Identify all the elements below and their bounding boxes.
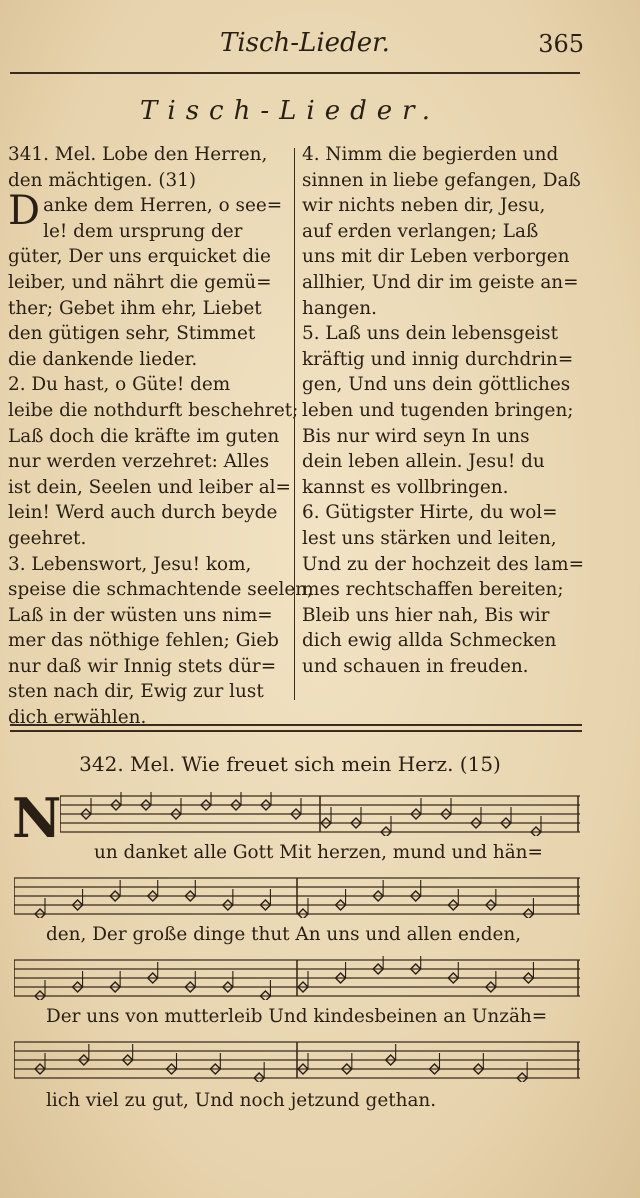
text-line: speise die schmachtende seelen,	[8, 579, 313, 601]
section-title: Tisch-Lieder.	[140, 96, 440, 126]
music-staff	[14, 1038, 580, 1082]
text-line: leben und tugenden bringen;	[302, 399, 574, 421]
text-line: gen, Und uns dein göttliches	[302, 374, 571, 396]
music-staff	[14, 956, 580, 1000]
header-rule	[10, 72, 580, 74]
text-line: nur werden verzehret: Alles	[8, 451, 270, 473]
text-line: 3. Lebenswort, Jesu! kom,	[8, 553, 252, 575]
hymn-341-right-column	[302, 142, 585, 679]
text-line: hangen.	[302, 297, 377, 319]
text-line: Laß in der wüsten uns nim=	[8, 604, 273, 626]
text-line: 341. Mel. Lobe den Herren,	[8, 144, 268, 165]
section-rule-bottom	[10, 730, 582, 732]
text-line: Und zu der hochzeit des lam=	[302, 553, 585, 575]
text-line: 5. Laß uns dein lebensgeist	[302, 323, 558, 345]
music-staff	[60, 792, 580, 836]
text-line: den gütigen sehr, Stimmet	[8, 323, 256, 345]
text-line: wir nichts neben dir, Jesu,	[302, 195, 546, 217]
lyric-line: lich viel zu gut, Und noch jetzund gethan.	[46, 1090, 437, 1111]
text-line: mer das nöthige fehlen; Gieb	[8, 630, 279, 652]
hymn-342-initial: N	[12, 786, 62, 850]
text-line: leiber, und nährt die gemü=	[8, 271, 272, 293]
text-line: ther; Gebet ihm ehr, Liebet	[8, 297, 262, 319]
section-rule-top	[10, 724, 582, 726]
text-line: 2. Du hast, o Güte! dem	[8, 374, 231, 396]
text-line: nur daß wir Innig stets dür=	[8, 655, 277, 677]
text-line: kannst es vollbringen.	[302, 476, 509, 498]
hymn-341-left-column	[8, 142, 313, 731]
running-title: Tisch-Lieder.	[220, 28, 390, 58]
text-line-content: anke dem Herren, o see=	[43, 195, 283, 217]
text-line: kräftig und innig durchdrin=	[302, 348, 574, 370]
page-number: 365	[538, 30, 584, 58]
text-line: Bleib uns hier nah, Bis wir	[302, 604, 550, 626]
text-line: lein! Werd auch durch beyde	[8, 502, 278, 524]
text-line: dein leben allein. Jesu! du	[302, 451, 545, 473]
text-line: uns mit dir Leben verborgen	[302, 246, 570, 268]
lyric-line: den, Der große dinge thut An uns und allen enden,	[46, 924, 522, 945]
text-line: leibe die nothdurft beschehret;	[8, 399, 299, 421]
text-line: 6. Gütigster Hirte, du wol=	[302, 502, 558, 524]
text-line: und schauen in freuden.	[302, 655, 529, 677]
lyric-line: Der uns von mutterleib Und kindesbeinen an Unzäh=	[46, 1006, 548, 1027]
text-line: den mächtigen. (31)	[8, 169, 197, 191]
text-line: le! dem ursprung der	[43, 220, 243, 242]
text-line: die dankende lieder.	[8, 348, 198, 370]
column-divider	[294, 148, 295, 700]
text-line: ist dein, Seelen und leiber al=	[8, 476, 291, 498]
text-line: mes rechtschaffen bereiten;	[302, 579, 564, 601]
text-line: sten nach dir, Ewig zur lust	[8, 681, 264, 703]
text-line: dich ewig allda Schmecken	[302, 630, 557, 652]
text-line: sinnen in liebe gefangen, Daß	[302, 169, 581, 191]
music-staff	[14, 874, 580, 918]
text-line: lest uns stärken und leiten,	[302, 527, 557, 549]
text-line: auf erden verlangen; Laß	[302, 220, 539, 242]
text-line: güter, Der uns erquicket die	[8, 246, 271, 268]
drop-initial: D	[8, 188, 41, 235]
text-line: Laß doch die kräfte im guten	[8, 425, 280, 447]
text-line: 4. Nimm die begierden und	[302, 144, 559, 165]
text-line: geehret.	[8, 527, 87, 549]
text-line: Bis nur wird seyn In uns	[302, 425, 530, 447]
lyric-line: un danket alle Gott Mit herzen, mund und hän=	[94, 842, 543, 863]
text-line: dich erwählen.	[8, 707, 147, 729]
text-line: allhier, Und dir im geiste an=	[302, 271, 579, 293]
hymn-342-heading: 342. Mel. Wie freuet sich mein Herz. (15)	[79, 752, 501, 776]
